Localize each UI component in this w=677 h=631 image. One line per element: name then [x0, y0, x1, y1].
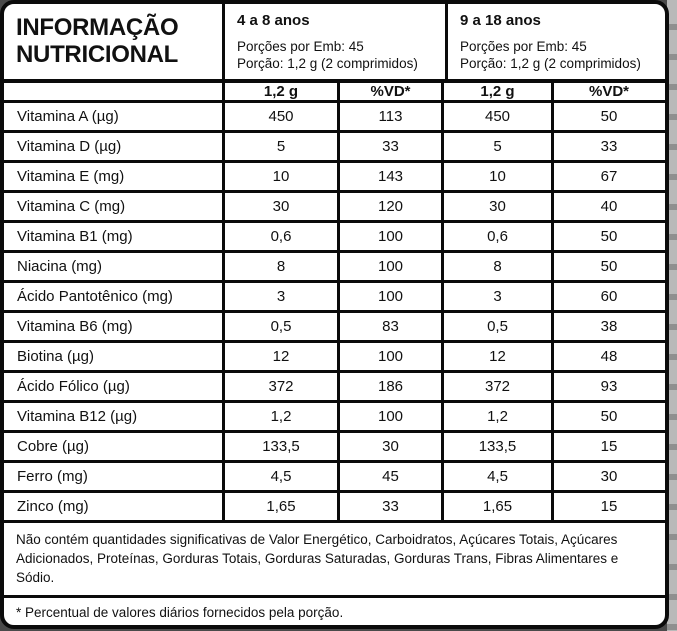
dv-9-18: 60	[600, 287, 618, 305]
dv-9-18: 33	[600, 137, 618, 155]
dv-4-8: 100	[340, 253, 444, 280]
dv-4-8: 143	[340, 163, 444, 190]
age-group-label: 9 a 18 anos	[460, 12, 541, 29]
dv-4-8: 45	[340, 463, 444, 490]
nutrient-name: Biotina (µg)	[4, 343, 225, 370]
dv-9-18: 67	[600, 167, 618, 185]
table-row	[4, 223, 665, 253]
nutrient-name: Zinco (mg)	[4, 493, 225, 520]
amount-9-18: 12	[444, 343, 554, 370]
nutrient-name: Ácido Fólico (µg)	[4, 373, 225, 400]
table-header	[4, 4, 665, 83]
amount-9-18: 5	[444, 133, 554, 160]
dv-9-18: 93	[600, 377, 618, 395]
nutrient-name: Ácido Pantotênico (mg)	[4, 283, 225, 310]
amount-4-8: 372	[225, 373, 340, 400]
nutrient-name: Niacina (mg)	[4, 253, 225, 280]
serving-size: Porção: 1,2 g (2 comprimidos)	[460, 56, 641, 72]
nutrient-name: Vitamina B1 (mg)	[4, 223, 225, 250]
dv-4-8: 100	[340, 223, 444, 250]
amount-4-8: 0,6	[225, 223, 340, 250]
dv-4-8: 100	[340, 283, 444, 310]
dv-header-1: %VD*	[340, 83, 444, 100]
amount-header-2: 1,2 g	[444, 83, 554, 100]
dv-4-8: 120	[340, 193, 444, 220]
nutrient-name: Vitamina A (µg)	[4, 103, 225, 130]
no-significant-amounts-note: Não contém quantidades significativas de Valor Energético, Carboidratos, Açúcares Totais, Açúcares Adicionados, Proteínas, Gorduras Totais, Gorduras Saturadas, Gorduras Trans, Fibras Alimentares e Sódio.	[4, 523, 665, 598]
dv-9-18: 50	[600, 407, 618, 425]
amount-4-8: 1,65	[225, 493, 340, 520]
dv-9-18: 15	[600, 437, 618, 455]
table-title: INFORMAÇÃO NUTRICIONAL	[16, 13, 179, 69]
table-body	[4, 103, 665, 523]
dv-4-8: 33	[340, 133, 444, 160]
table-row	[4, 253, 665, 283]
table-row	[4, 163, 665, 193]
dv-9-18: 48	[600, 347, 618, 365]
amount-4-8: 8	[225, 253, 340, 280]
serving-size: Porção: 1,2 g (2 comprimidos)	[237, 56, 418, 72]
servings-per-pack: Porções por Emb: 45	[460, 39, 587, 54]
amount-9-18: 8	[444, 253, 554, 280]
amount-9-18: 0,6	[444, 223, 554, 250]
amount-9-18: 133,5	[444, 433, 554, 460]
dv-4-8: 83	[340, 313, 444, 340]
nutrient-name: Vitamina D (µg)	[4, 133, 225, 160]
amount-4-8: 12	[225, 343, 340, 370]
nutrient-name: Vitamina E (mg)	[4, 163, 225, 190]
amount-4-8: 3	[225, 283, 340, 310]
table-row	[4, 403, 665, 433]
table-row	[4, 283, 665, 313]
table-row	[4, 133, 665, 163]
nutrient-name: Vitamina C (mg)	[4, 193, 225, 220]
amount-4-8: 0,5	[225, 313, 340, 340]
table-row	[4, 493, 665, 523]
dv-header-2: %VD*	[588, 82, 629, 100]
dv-9-18: 30	[600, 467, 618, 485]
nutrient-name: Vitamina B6 (mg)	[4, 313, 225, 340]
age-group-4-8	[225, 4, 445, 79]
amount-9-18: 1,2	[444, 403, 554, 430]
amount-9-18: 4,5	[444, 463, 554, 490]
amount-4-8: 450	[225, 103, 340, 130]
table-title-cell	[4, 4, 225, 79]
age-group-label: 4 a 8 anos	[237, 12, 310, 29]
table-row	[4, 313, 665, 343]
age-group-9-18	[445, 4, 665, 79]
dv-9-18: 50	[600, 227, 618, 245]
amount-4-8: 30	[225, 193, 340, 220]
table-row	[4, 103, 665, 133]
dv-4-8: 30	[340, 433, 444, 460]
amount-9-18: 450	[444, 103, 554, 130]
dv-4-8: 33	[340, 493, 444, 520]
amount-9-18: 1,65	[444, 493, 554, 520]
table-row	[4, 343, 665, 373]
column-header-row	[4, 83, 665, 103]
amount-header-1: 1,2 g	[225, 83, 340, 100]
amount-4-8: 4,5	[225, 463, 340, 490]
servings-per-pack: Porções por Emb: 45	[237, 39, 364, 54]
amount-9-18: 0,5	[444, 313, 554, 340]
dv-4-8: 100	[340, 343, 444, 370]
dv-9-18: 15	[600, 497, 618, 515]
amount-4-8: 133,5	[225, 433, 340, 460]
amount-4-8: 1,2	[225, 403, 340, 430]
dv-9-18: 38	[600, 317, 618, 335]
table-row	[4, 463, 665, 493]
amount-9-18: 372	[444, 373, 554, 400]
amount-4-8: 5	[225, 133, 340, 160]
dv-4-8: 100	[340, 403, 444, 430]
nutrient-name: Cobre (µg)	[4, 433, 225, 460]
dv-9-18: 40	[600, 197, 618, 215]
daily-value-footnote: * Percentual de valores diários fornecidos pela porção.	[16, 605, 344, 620]
nutrient-name: Vitamina B12 (µg)	[4, 403, 225, 430]
amount-4-8: 10	[225, 163, 340, 190]
dv-4-8: 113	[340, 103, 444, 130]
amount-9-18: 3	[444, 283, 554, 310]
dv-9-18: 50	[600, 257, 618, 275]
empty-header-cell	[4, 83, 225, 100]
table-row	[4, 433, 665, 463]
dv-4-8: 186	[340, 373, 444, 400]
amount-9-18: 30	[444, 193, 554, 220]
table-row	[4, 373, 665, 403]
amount-9-18: 10	[444, 163, 554, 190]
nutrient-name: Ferro (mg)	[4, 463, 225, 490]
dv-9-18: 50	[600, 107, 618, 125]
table-row	[4, 193, 665, 223]
